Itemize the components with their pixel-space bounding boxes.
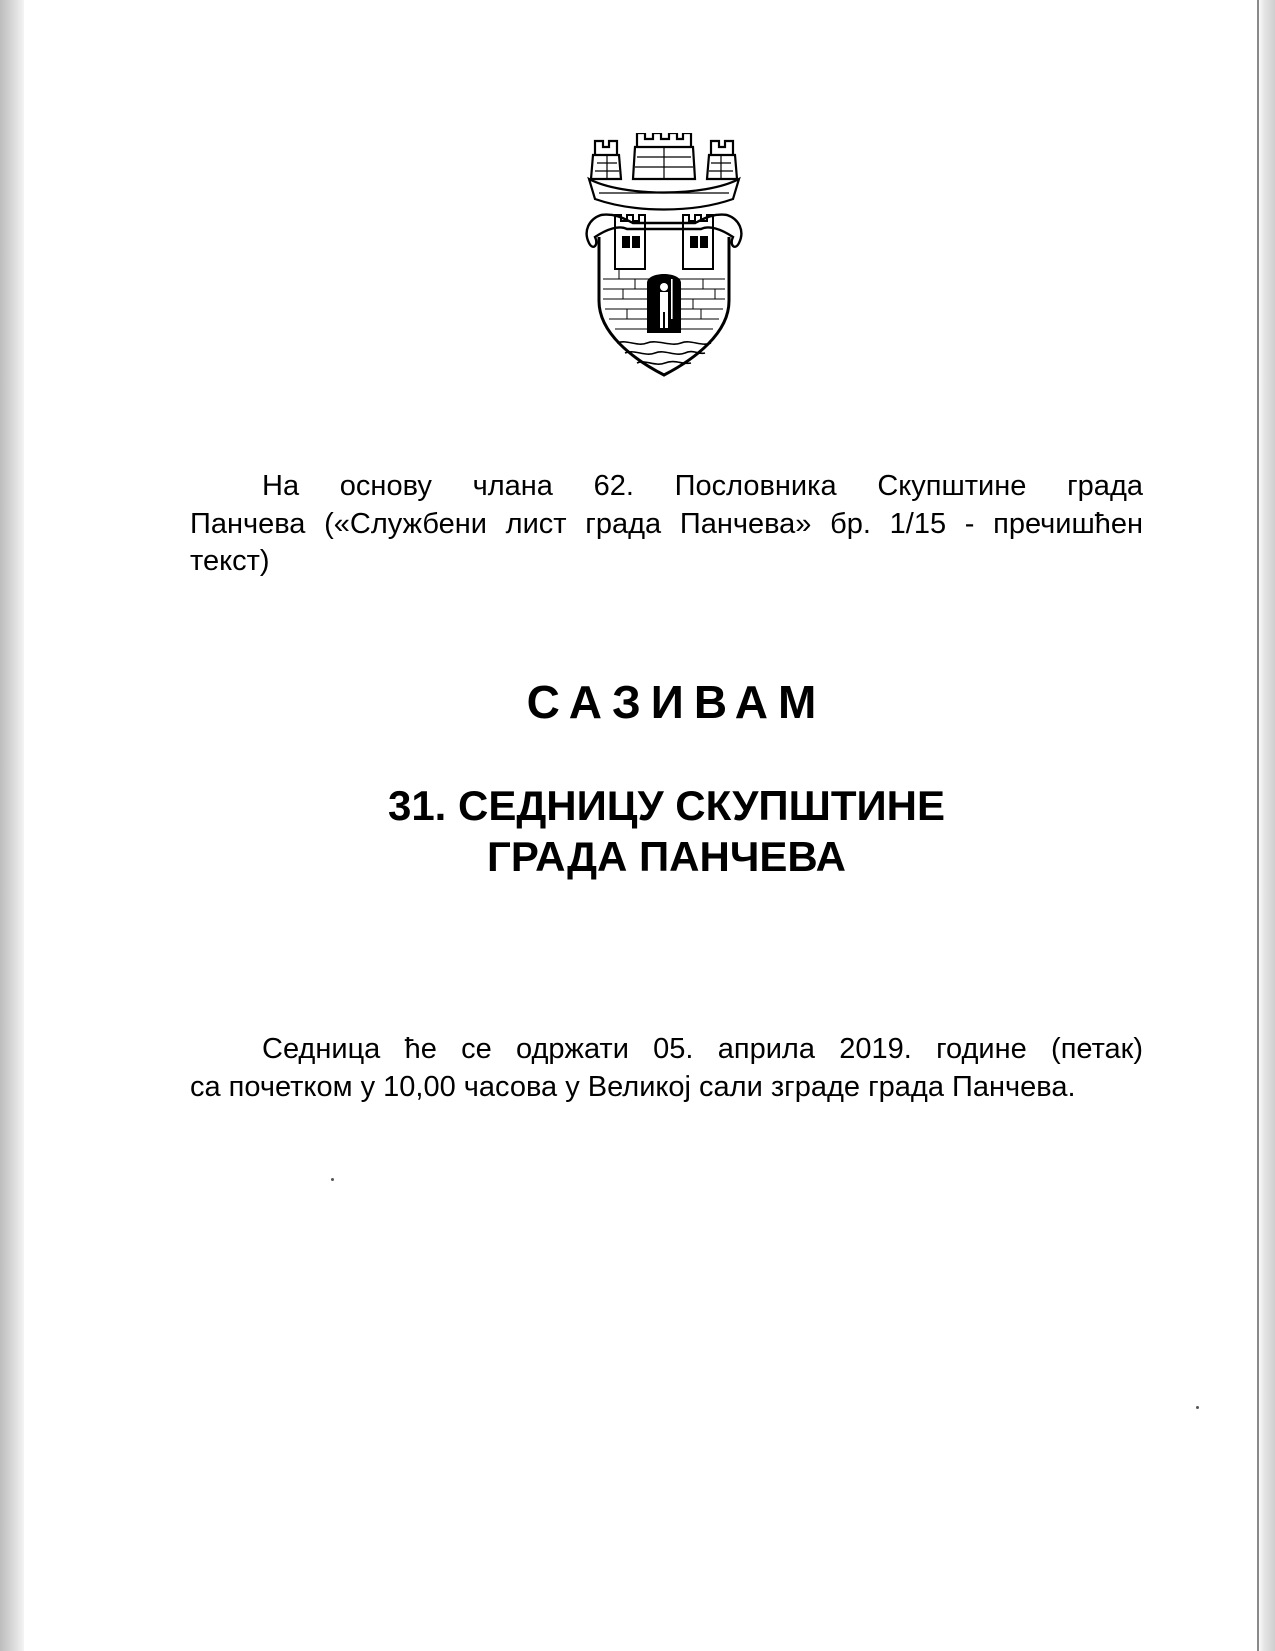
convocation-heading: САЗИВАМ (526, 676, 827, 728)
scan-speck (331, 1178, 334, 1181)
legal-basis-rest: Панчева («Службени лист града Панчева» бр. 1/15 - пречишћен текст) (190, 507, 1143, 577)
scan-left-edge (0, 0, 24, 1651)
scan-right-edge (1259, 0, 1275, 1651)
scan-right-border-line (1257, 0, 1259, 1651)
city-coat-of-arms-icon (583, 133, 745, 388)
session-title-line-2: ГРАДА ПАНЧЕВА (487, 833, 846, 880)
session-title-line-1: 31. СЕДНИЦУ СКУПШТИНЕ (387, 782, 946, 829)
session-details-first-line: Седница ће се одржати 05. априла 2019. године (петак) (262, 1033, 1143, 1065)
scan-speck (1196, 1406, 1199, 1409)
session-title (190, 780, 1143, 882)
legal-basis-paragraph (190, 468, 1143, 581)
session-details-rest: са почетком у 10,00 часова у Великој сали зграде града Панчева. (190, 1070, 1076, 1103)
legal-basis-first-line: На основу члана 62. Пословника Скупштине града (262, 470, 1143, 502)
session-details-paragraph (190, 1031, 1143, 1106)
